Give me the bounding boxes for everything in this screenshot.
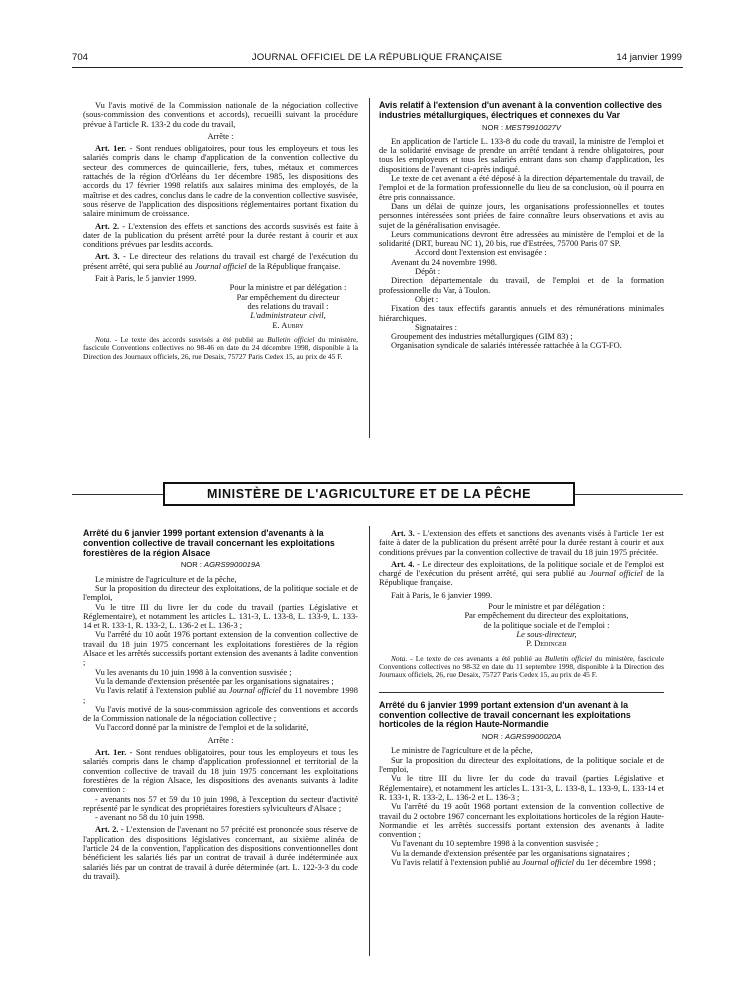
issue-date: 14 janvier 1999 (616, 52, 682, 63)
alsace-p7-journal: Journal officiel (228, 685, 281, 696)
avis-title: Avis relatif à l'extension d'un avenant à la convention collective des industries métallurgiques, électriques et connexes du Var (379, 100, 663, 120)
alsace-signature-line-2: Par empêchement du directeur des exploitations, (464, 610, 629, 621)
intro-paragraph: Vu l'avis motivé de la Commission nationale de la négociation collective (sous-commission des conventions et accords), recueilli suivant la procédure prévue à l'article R. 133-2 du code du travail, (83, 100, 358, 129)
article-2-text: - L'extension des effets et sanctions des accords susvisés est faite à dater de la publication du présent arrêté pour la durée restant à courir et aux conditions prévues par lesdits accords. (83, 220, 358, 250)
alsace-article-4-label: Art. 4. (391, 558, 415, 569)
bottom-left-column (83, 529, 358, 881)
alsace-article-3-label: Art. 3. (391, 528, 415, 538)
article-1 (83, 144, 358, 218)
alsace-arrete-heading: Arrête : (207, 734, 234, 745)
arrete-alsace-title: Arrêté du 6 janvier 1999 portant extension d'avenants à la convention collective de travail concernant les exploitations forestières de la région Alsace (83, 528, 335, 558)
avis-paragraph-4: Leurs communications devront être adressées au ministère de l'emploi et de la solidarité (DRT, bureau NC 1), 20 bis, rue d'Estrées, 75700 Paris 07 SP. (379, 228, 664, 249)
alsace-article-2 (83, 825, 358, 881)
nota-bulletin: Bulletin officiel (267, 334, 315, 344)
journal-title: JOURNAL OFFICIEL DE LA RÉPUBLIQUE FRANÇAISE (251, 52, 503, 63)
avis-nor (379, 123, 664, 132)
alsace-p7-a: Vu l'avis relatif à l'extension publié au (95, 685, 229, 696)
article-3 (83, 252, 358, 271)
alsace-signature-name: P. Dedinger (526, 638, 567, 649)
alsace-article-4-text-b: de la République française. (379, 568, 664, 588)
alsace-paragraph-4: Vu l'arrêté du 10 août 1976 portant extension de la convention collective de travail du 18 juin 1975 concernant les exploitations forestières de la région Alsace et les arrêtés successifs portant extension des avenants à ladite convention ; (83, 629, 358, 668)
alsace-article-1-label: Art. 1er. (95, 747, 127, 758)
article-3-text-a: - Le directeur des relations du travail est chargé de l'exécution du présent arrêté, qui sera publié au (83, 251, 358, 271)
arrete-alsace-nor (83, 560, 358, 569)
alsace-signature-line-4: Le sous-directeur, (516, 628, 577, 639)
nota-paragraph (83, 336, 358, 361)
article-1-label: Art. 1er. (95, 143, 127, 154)
arrete-alsace-nor-label: NOR : (180, 560, 205, 570)
signataires-label: Signataires : (415, 321, 457, 332)
arrete-normandie-nor-label: NOR : (481, 732, 506, 742)
article-1-text: - Sont rendues obligatoires, pour tous les employeurs et tous les salariés compris dans le champ d'application de la convention collective du secteur des commerces de quincaillerie, fers, tubes, métaux et commerces rattachés de la région d'Orléans du 1er décembre 1985, les dispositions des accords du 17 février 1998 relatifs aux salaires minima des employés, de la maîtrise et des cadres, conclus dans le cadre de la convention collective susvisée, sous réserve de l'application des dispositions réglementaires portant fixation du salaire minimum de croissance. (83, 143, 358, 219)
alsace-article-2-text: - L'extension de l'avenant no 57 précité est prononcée sous réserve de l'application des dispositions législatives concernant, au sixième alinéa de l'article 24 de la convention, l'application des dispositions conventionnelles dont bénéficient les salariés liés par un contrat de travail à durée indéterminée aux salariés liés par un contrat de travail à durée déterminée (art. L. 122-3-3 du code du travail). (83, 824, 358, 881)
nota-text-a: - Le texte des accords susvisés a été publié au (111, 334, 268, 344)
normandie-p7-journal: Journal officiel (522, 857, 574, 868)
alsace-paragraph-8: Vu l'avis motivé de la sous-commission agricole des conventions et accords de la Commission nationale de la négociation collective ; (83, 703, 358, 724)
alsace-paragraph-1: Le ministre de l'agriculture et de la pêche, (95, 573, 237, 584)
normandie-paragraph-6: Vu la demande d'extension présentée par les organisations signataires ; (391, 847, 630, 858)
accord-text: Avenant du 24 novembre 1998. (391, 256, 497, 267)
page-header (72, 52, 682, 66)
alsace-paragraph-7 (83, 686, 358, 705)
avis-nor-code: MEST9910027V (505, 122, 561, 132)
signature-line-4: L'administrateur civil, (250, 310, 326, 321)
alsace-signature-block (429, 602, 664, 648)
normandie-paragraph-7 (379, 858, 664, 867)
column-divider-top (369, 98, 370, 438)
article-3-journal: Journal officiel (194, 260, 247, 271)
arrete-normandie-title: Arrêté du 6 janvier 1999 portant extension d'un avenant à la convention collective de travail concernant les exploitations horticoles de la région Haute-Normandie (379, 699, 631, 730)
signature-line-3: des relations du travail : (247, 300, 329, 311)
alsace-article-4-journal: Journal officiel (589, 568, 643, 579)
avis-nor-label: NOR : (482, 122, 506, 132)
nota-label: Nota. (95, 334, 112, 344)
banner-line-left (72, 494, 163, 495)
depot-label: Dépôt : (415, 266, 441, 277)
alsace-article-1-text: - Sont rendues obligatoires, pour tous les employeurs et tous les salariés compris dans le champ d'application professionnel et territorial de la convention collective de travail du 18 juin 1975 concernant les exploitations forestières de la région Alsace, les dispositions des avenants suivants à ladite convention : (83, 747, 358, 795)
alsace-article-3 (379, 529, 664, 557)
article-2-label: Art. 2. (95, 220, 120, 231)
header-rule (72, 67, 683, 68)
normandie-paragraph-3: Vu le titre III du livre Ier du code du travail (parties Législative et Réglementaire), et notamment les articles L. 131-3, L. 133-8, L. 133-9, L. 133-14 et R. 133-1, R. 133-2, L. 136-2 et L. 136-3 ; (379, 773, 664, 802)
alsace-p7-b: du 11 novembre 1998 ; (83, 685, 358, 705)
arrete-alsace-nor-code: AGRS9900019A (204, 560, 261, 570)
fait-line: Fait à Paris, le 5 janvier 1999. (95, 273, 197, 284)
top-left-column (83, 101, 358, 361)
alsace-nota-bulletin: Bulletin officiel (544, 653, 592, 663)
alsace-article-1 (83, 748, 358, 794)
alsace-dash-1: - avenants nos 57 et 59 du 10 juin 1998, à l'exception du secteur d'activité représenté par le syndicat des propriétaires forestiers sylviculteurs d'Alsace ; (83, 793, 358, 813)
alsace-dash-2: - avenant no 58 du 10 juin 1998. (95, 812, 205, 823)
top-right-column (379, 101, 664, 351)
alsace-paragraph-6: Vu la demande d'extension présentée par les organisations signataires ; (95, 675, 334, 686)
normandie-paragraph-1: Le ministre de l'agriculture et de la pêche, (391, 745, 533, 756)
alsace-article-4 (379, 560, 664, 588)
alsace-article-3-text: - L'extension des effets et sanctions des avenants visés à l'article 1er est faite à dater de la publication du présent arrêté pour la durée restant à courir et aux conditions prévues par la convention collective de travail du 18 juin 1975 précitée. (379, 528, 664, 557)
column-divider-bottom (369, 526, 370, 956)
normandie-paragraph-5: Vu l'avenant du 10 septembre 1998 à la convention susvisée ; (391, 838, 599, 849)
accord-label: Accord dont l'extension est envisagée : (415, 247, 547, 258)
arrete-normandie-nor (379, 732, 664, 741)
ministry-banner-text: MINISTÈRE DE L'AGRICULTURE ET DE LA PÊCHE (206, 487, 532, 501)
nota-text-b: du ministère, fascicule Conventions collectives no 98-46 en date du 24 décembre 1998, disponible à la Direction des Journaux officiels, 26, rue Desaix, 75727 Paris Cedex 15, au prix de 45 F. (83, 334, 359, 361)
alsace-nota-paragraph (379, 655, 664, 680)
bottom-right-column (379, 529, 664, 867)
normandie-paragraph-2: Sur la proposition du directeur des exploitations, de la politique sociale et de l'emploi, (379, 754, 664, 775)
arrete-heading: Arrête : (207, 130, 234, 141)
ministry-banner (163, 482, 575, 506)
alsace-nota-text-b: du ministère, fascicule Conventions collectives no 98-32 en date du 11 septembre 1998, disponible à la Direction des Journaux officiels, 26, rue Desaix, 75727 Paris Cedex 15, au prix de 45 F. (379, 653, 664, 680)
article-2 (83, 222, 358, 250)
alsace-paragraph-5: Vu les avenants du 10 juin 1998 à la convention susvisée ; (95, 666, 292, 677)
article-3-label: Art. 3. (95, 251, 120, 262)
normandie-p7-b: du 1er décembre 1998 ; (573, 857, 656, 868)
objet-text: Fixation des taux effectifs garantis annuels et des rémunérations minimales hiérarchiques. (379, 303, 664, 323)
depot-text: Direction départementale du travail, de l'emploi et de la formation professionnelle du Var, à Toulon. (379, 275, 664, 295)
article-3-text-b: de la République française. (246, 260, 341, 271)
alsace-article-2-label: Art. 2. (95, 824, 119, 835)
alsace-signature-line-3: de la politique sociale et de l'emploi : (483, 619, 610, 630)
page-number: 704 (72, 52, 89, 63)
arrete-normandie-nor-code: AGRS9900020A (505, 732, 562, 742)
alsace-article-4-text-a: - Le directeur des exploitations, de la politique sociale et de l'emploi est chargé de l'exécution du présent arrêté, qui sera publié au (379, 558, 664, 579)
signataire-1: Groupement des industries métallurgiques (GIM 83) ; (391, 331, 573, 342)
alsace-paragraph-9: Vu l'accord donné par la ministre de l'emploi et de la solidarité, (95, 722, 309, 733)
signature-block (218, 283, 358, 329)
normandie-p7-a: Vu l'avis relatif à l'extension publié au (391, 857, 523, 868)
alsace-signature-line-1: Pour le ministre et par délégation : (488, 601, 605, 612)
section-separator (379, 692, 664, 693)
signature-line-1: Pour la ministre et par délégation : (229, 282, 347, 293)
banner-line-right (575, 494, 683, 495)
alsace-fait-line: Fait à Paris, le 6 janvier 1999. (391, 589, 493, 600)
objet-label: Objet : (415, 293, 439, 304)
signataire-2: Organisation syndicale de salariés intéressée rattachée à la CGT-FO. (391, 340, 622, 351)
alsace-paragraph-2: Sur la proposition du directeur des exploitations, de la politique sociale et de l'emploi, (83, 582, 358, 603)
alsace-nota-text-a: - Le texte de ces avenants a été publié au (407, 653, 545, 663)
signature-line-2: Par empêchement du directeur (236, 291, 340, 302)
avis-paragraph-1: En application de l'article L. 133-8 du code du travail, la ministre de l'emploi et de la solidarité envisage de prendre un arrêté tendant à rendre obligatoires, pour tous les employeurs et tous les salariés entrant dans son champ d'application, les dispositions de l'avenant ci-après indiqué. (379, 135, 664, 174)
signature-name: E. Aubry (272, 319, 304, 330)
alsace-nota-label: Nota. (391, 653, 408, 663)
normandie-paragraph-4: Vu l'arrêté du 19 août 1968 portant extension de la convention collective de travail du 2 octobre 1967 concernant les exploitations horticoles de la région Haute-Normandie et les arrêtés successifs portant extension des avenants à ladite convention ; (379, 801, 664, 840)
alsace-paragraph-3: Vu le titre III du livre Ier du code du travail (parties Législative et Réglementaire), et notamment les articles L. 131-3, L. 133-8, L. 133-9, L. 133-14 et R. 133-1, R. 133-2, L. 136-2 et L. 136-3 ; (83, 601, 358, 631)
avis-paragraph-2: Le texte de cet avenant a été déposé à la direction départementale du travail, de l'emploi et de la formation professionnelle du lieu de sa conclusion, où il pourra en être pris connaissance. (379, 173, 664, 202)
avis-paragraph-3: Dans un délai de quinze jours, les organisations professionnelles et toutes personnes intéressées sont priées de faire connaître leurs observations et avis au sujet de la généralisation envisagée. (379, 200, 664, 230)
